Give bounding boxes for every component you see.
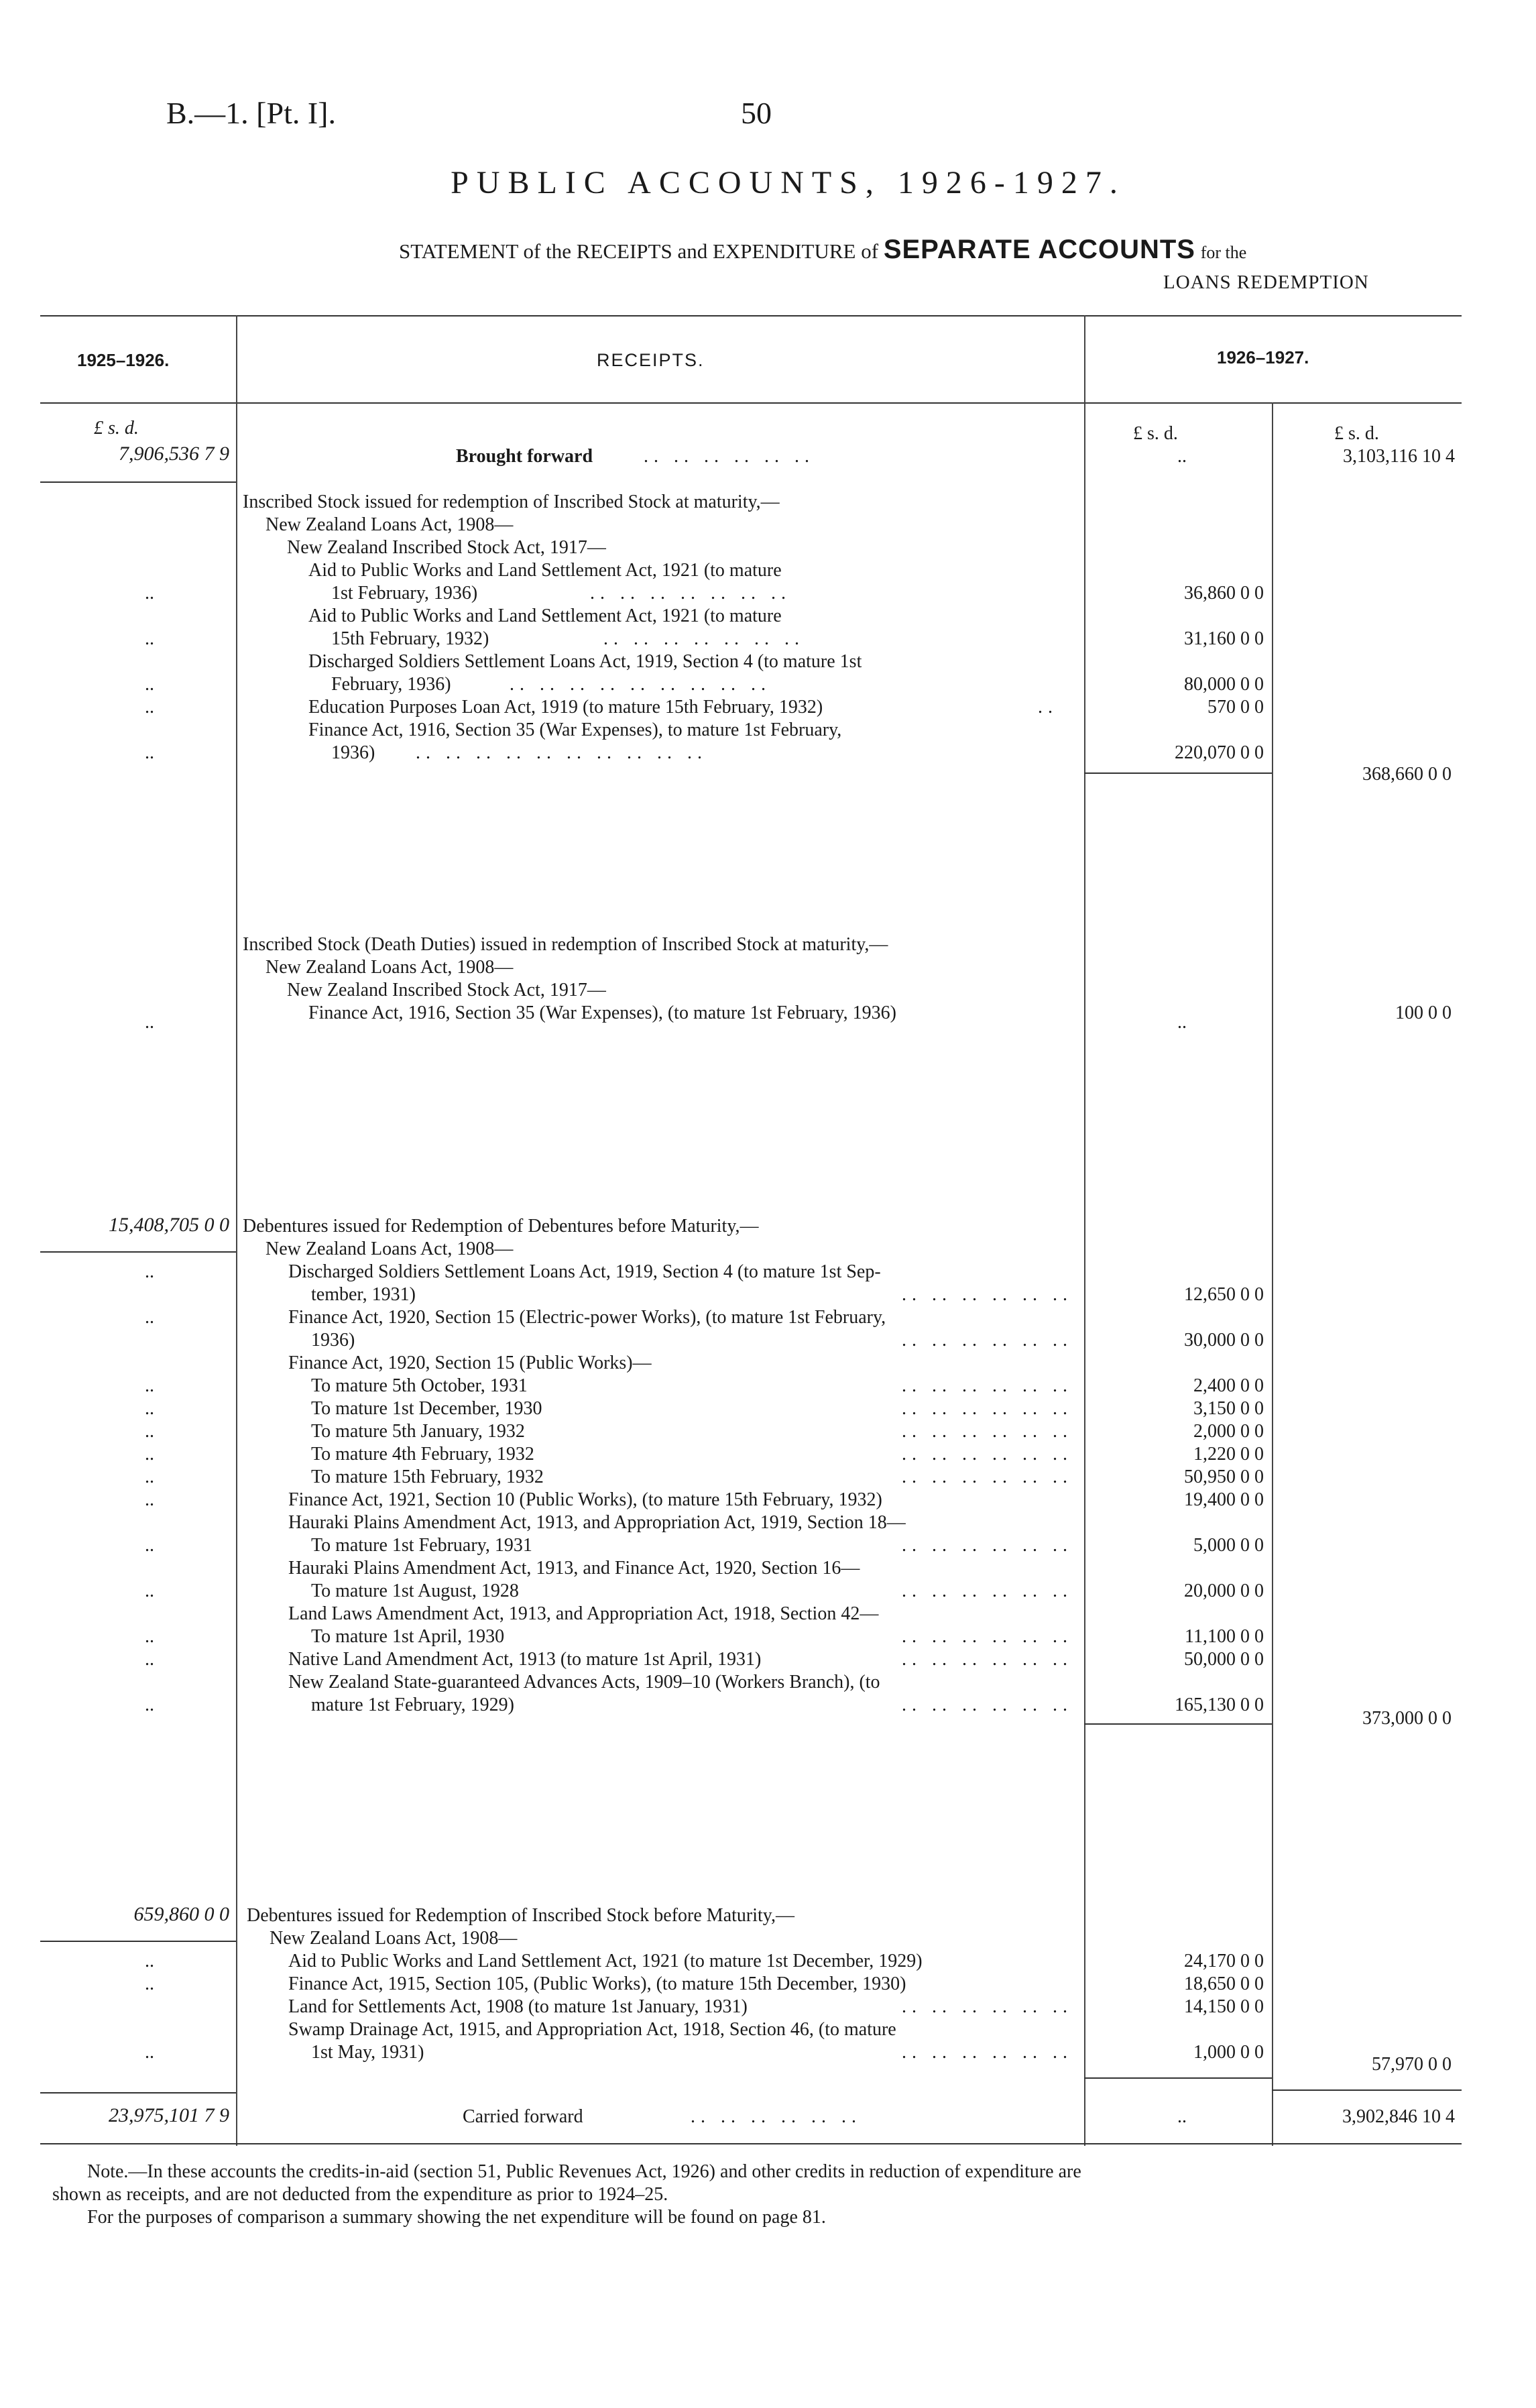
s1-line2-l1: Aid to Public Works and Land Settlement Act, 1921 (to mature — [308, 606, 782, 626]
dots-leader: .. .. .. .. .. .. — [902, 1695, 1073, 1715]
section3-act1: New Zealand Loans Act, 1908— — [265, 1239, 514, 1259]
report-reference: B.—1. [Pt. I]. — [166, 96, 336, 130]
section3-prev-total: 15,408,705 0 0 — [109, 1214, 229, 1236]
s3-line-text: Native Land Amendment Act, 1913 (to mature 1st April, 1931) — [288, 1649, 762, 1670]
s4-line-amount: 14,150 0 0 — [1184, 1996, 1264, 2017]
s1-line5-amt: 220,070 0 0 — [1175, 742, 1264, 763]
section4-act1: New Zealand Loans Act, 1908— — [270, 1928, 518, 1949]
section1-heading: Inscribed Stock issued for redemption of Inscribed Stock at maturity,— — [243, 492, 780, 512]
s3-line-prev: .. — [145, 1489, 154, 1510]
s1-line1-l1: Aid to Public Works and Land Settlement Act, 1921 (to mature — [308, 560, 782, 581]
carried-forward-prev: 23,975,101 7 9 — [109, 2104, 229, 2126]
section1-act1: New Zealand Loans Act, 1908— — [265, 514, 514, 535]
s3-line-text: Hauraki Plains Amendment Act, 1913, and Appropriation Act, 1919, Section 18— — [288, 1512, 906, 1533]
dots-leader: .. .. .. .. .. .. — [902, 1284, 1073, 1305]
s1-line5-l1: Finance Act, 1916, Section 35 (War Expenses), to mature 1st February, — [308, 720, 842, 740]
table-top-rule — [40, 315, 1462, 317]
s3-line-text: Discharged Soldiers Settlement Loans Act, 1919, Section 4 (to mature 1st Sep- — [288, 1261, 881, 1282]
s4-line-text: Land for Settlements Act, 1908 (to mature 1st January, 1931) — [288, 1996, 748, 2017]
s3-line-text: Land Laws Amendment Act, 1913, and Appropriation Act, 1918, Section 42— — [288, 1603, 879, 1624]
dots-leader: .. .. .. .. .. .. — [902, 1649, 1073, 1670]
s3-line-amount: 11,100 0 0 — [1185, 1626, 1264, 1647]
col-header-prev-year: 1925–1926. — [77, 350, 170, 370]
section3-total: 373,000 0 0 — [1362, 1708, 1452, 1729]
s4-line-text: 1st May, 1931) — [311, 2042, 424, 2063]
statement-prefix: STATEMENT of the RECEIPTS and EXPENDITURE of — [399, 239, 879, 263]
s3-line-prev: .. — [145, 1261, 154, 1282]
brought-forward-b: 3,103,116 10 4 — [1343, 446, 1455, 467]
dots-leader: .. .. .. .. .. .. .. .. .. .. — [416, 742, 707, 763]
s3-line-amount: 30,000 0 0 — [1184, 1330, 1264, 1351]
s3-line-text: To mature 1st August, 1928 — [311, 1581, 519, 1601]
section4-total: 57,970 0 0 — [1372, 2054, 1452, 2075]
section2-line: Finance Act, 1916, Section 35 (War Expenses), (to mature 1st February, 1936) — [308, 1002, 896, 1023]
s3-line-text: New Zealand State-guaranteed Advances Acts, 1909–10 (Workers Branch), (to — [288, 1672, 880, 1693]
section2-act1: New Zealand Loans Act, 1908— — [265, 957, 514, 978]
units-curr-b: £ s. d. — [1334, 423, 1379, 444]
dots-leader: .. .. .. .. .. .. — [902, 1467, 1073, 1487]
section1-total: 368,660 0 0 — [1362, 764, 1452, 785]
s3-line-prev: .. — [145, 1467, 154, 1487]
s3-line-text: To mature 4th February, 1932 — [311, 1444, 534, 1465]
s4-line-amount: 1,000 0 0 — [1193, 2042, 1264, 2063]
s4-line-prev: .. — [145, 2042, 154, 2063]
section1-subtotal-rule — [1084, 772, 1272, 774]
s3-line-text: To mature 5th October, 1931 — [311, 1375, 528, 1396]
page-title: PUBLIC ACCOUNTS, 1926-1927. — [451, 165, 1126, 200]
dots-leader: .. .. .. .. .. .. — [644, 446, 815, 467]
s1-line3-prev: .. — [145, 674, 154, 695]
section3-heading: Debentures issued for Redemption of Debentures before Maturity,— — [243, 1216, 759, 1237]
s3-line-prev: .. — [145, 1581, 154, 1601]
section2-total: 100 0 0 — [1395, 1002, 1452, 1023]
s1-line2-l2: 15th February, 1932) — [331, 628, 489, 649]
dots-leader: .. .. .. .. .. .. — [691, 2106, 862, 2127]
s3-line-text: 1936) — [311, 1330, 355, 1351]
brought-forward-label: Brought forward — [456, 446, 593, 467]
s1-line1-amt: 36,860 0 0 — [1184, 583, 1264, 604]
s1-line2-amt: 31,160 0 0 — [1184, 628, 1264, 649]
section3-subtotal-rule — [1084, 1723, 1272, 1725]
s3-line-amount: 12,650 0 0 — [1184, 1284, 1264, 1305]
section2-a: .. — [1177, 1012, 1187, 1033]
brought-forward-a: .. — [1177, 446, 1187, 467]
dots-leader: .. .. .. .. .. .. .. — [603, 628, 805, 649]
carried-forward-a: .. — [1177, 2106, 1187, 2127]
s3-line-prev: .. — [145, 1398, 154, 1419]
s3-line-prev: .. — [145, 1695, 154, 1715]
col-header-curr-year: 1926–1927. — [1217, 347, 1309, 367]
s1-line5-prev: .. — [145, 742, 154, 763]
s3-line-text: Finance Act, 1920, Section 15 (Electric-power Works), (to mature 1st February, — [288, 1307, 886, 1328]
s3-line-prev: .. — [145, 1535, 154, 1556]
carried-forward-label: Carried forward — [463, 2106, 583, 2127]
dots-leader: .. .. .. .. .. .. — [902, 1375, 1073, 1396]
brought-forward-prev: 7,906,536 7 9 — [119, 443, 229, 465]
prev-rule-3 — [40, 1941, 236, 1942]
s1-line3-l2: February, 1936) — [331, 674, 451, 695]
s3-line-prev: .. — [145, 1307, 154, 1328]
s4-line-amount: 18,650 0 0 — [1184, 1973, 1264, 1994]
s1-line1-prev: .. — [145, 583, 154, 604]
s4-line-text: Aid to Public Works and Land Settlement Act, 1921 (to mature 1st December, 1929) — [288, 1951, 923, 1971]
s4-line-text: Swamp Drainage Act, 1915, and Appropriation Act, 1918, Section 46, (to mature — [288, 2019, 896, 2040]
s3-line-text: Hauraki Plains Amendment Act, 1913, and Finance Act, 1920, Section 16— — [288, 1558, 860, 1579]
s3-line-text: To mature 1st December, 1930 — [311, 1398, 542, 1419]
carried-forward-rule — [40, 2092, 236, 2094]
section4-heading: Debentures issued for Redemption of Inscribed Stock before Maturity,— — [247, 1905, 794, 1926]
statement-emphasis: SEPARATE ACCOUNTS — [883, 235, 1195, 264]
section4-subtotal-rule — [1084, 2077, 1272, 2079]
dots-leader: .. .. .. .. .. .. — [902, 1444, 1073, 1465]
section2-prev: .. — [145, 1012, 154, 1033]
note-line-1: Note.—In these accounts the credits-in-aid (section 51, Public Revenues Act, 1926) and other credits in reduction of expenditure are — [87, 2161, 1081, 2182]
s3-line-amount: 5,000 0 0 — [1193, 1535, 1264, 1556]
table-bottom-rule — [40, 2143, 1462, 2144]
s3-line-text: To mature 15th February, 1932 — [311, 1467, 544, 1487]
dots-leader: .. — [1038, 697, 1058, 718]
col-divider-amounts — [1272, 402, 1273, 2146]
s1-line4-l1: Education Purposes Loan Act, 1919 (to mature 15th February, 1932) — [308, 697, 823, 718]
s3-line-amount: 19,400 0 0 — [1184, 1489, 1264, 1510]
dots-leader: .. .. .. .. .. .. .. — [590, 583, 791, 604]
dots-leader: .. .. .. .. .. .. — [902, 1535, 1073, 1556]
s1-line4-prev: .. — [145, 697, 154, 718]
s4-line-amount: 24,170 0 0 — [1184, 1951, 1264, 1971]
s1-line4-amt: 570 0 0 — [1207, 697, 1264, 718]
s1-line3-amt: 80,000 0 0 — [1184, 674, 1264, 695]
note-line-2: shown as receipts, and are not deducted from the expenditure as prior to 1924–25. — [52, 2184, 668, 2205]
s1-line2-prev: .. — [145, 628, 154, 649]
dots-leader: .. .. .. .. .. .. — [902, 1626, 1073, 1647]
s1-line3-l1: Discharged Soldiers Settlement Loans Act, 1919, Section 4 (to mature 1st — [308, 651, 862, 672]
dots-leader: .. .. .. .. .. .. .. .. .. — [510, 674, 771, 695]
s3-line-prev: .. — [145, 1626, 154, 1647]
s3-line-amount: 50,000 0 0 — [1184, 1649, 1264, 1670]
section1-act2: New Zealand Inscribed Stock Act, 1917— — [287, 537, 606, 558]
col-header-receipts: RECEIPTS. — [597, 350, 705, 370]
statement-heading — [399, 235, 1246, 265]
s3-line-prev: .. — [145, 1375, 154, 1396]
s3-line-text: To mature 1st February, 1931 — [311, 1535, 532, 1556]
s3-line-prev: .. — [145, 1421, 154, 1442]
s3-line-text: mature 1st February, 1929) — [311, 1695, 514, 1715]
dots-leader: .. .. .. .. .. .. — [902, 2042, 1073, 2063]
col-divider-receipts — [1084, 315, 1085, 2146]
s3-line-text: To mature 5th January, 1932 — [311, 1421, 525, 1442]
carried-forward-b: 3,902,846 10 4 — [1342, 2106, 1455, 2127]
s3-line-amount: 50,950 0 0 — [1184, 1467, 1264, 1487]
units-curr-a: £ s. d. — [1133, 423, 1178, 444]
s3-line-amount: 165,130 0 0 — [1175, 1695, 1264, 1715]
prev-rule-2 — [40, 1251, 236, 1253]
s4-line-prev: .. — [145, 1951, 154, 1971]
s3-line-prev: .. — [145, 1649, 154, 1670]
s1-line1-l2: 1st February, 1936) — [331, 583, 478, 604]
col-divider-prev — [236, 315, 237, 2146]
s3-line-text: Finance Act, 1920, Section 15 (Public Works)— — [288, 1353, 652, 1373]
s3-line-text: Finance Act, 1921, Section 10 (Public Works), (to mature 15th February, 1932) — [288, 1489, 882, 1510]
page-number: 50 — [741, 96, 772, 130]
s3-line-amount: 2,000 0 0 — [1193, 1421, 1264, 1442]
s3-line-amount: 2,400 0 0 — [1193, 1375, 1264, 1396]
prev-rule-1 — [40, 481, 236, 483]
units-prev: £ s. d. — [94, 418, 139, 439]
section2-act2: New Zealand Inscribed Stock Act, 1917— — [287, 980, 606, 1000]
section4-prev-total: 659,860 0 0 — [133, 1903, 229, 1925]
s3-line-amount: 3,150 0 0 — [1193, 1398, 1264, 1419]
s4-line-text: Finance Act, 1915, Section 105, (Public Works), (to mature 15th December, 1930) — [288, 1973, 906, 1994]
table-header-rule — [40, 402, 1462, 404]
dots-leader: .. .. .. .. .. .. — [902, 1996, 1073, 2017]
carried-forward-rule-b — [1272, 2089, 1462, 2091]
s3-line-prev: .. — [145, 1444, 154, 1465]
s3-line-text: To mature 1st April, 1930 — [311, 1626, 505, 1647]
dots-leader: .. .. .. .. .. .. — [902, 1421, 1073, 1442]
s1-line5-l2: 1936) — [331, 742, 375, 763]
s3-line-amount: 1,220 0 0 — [1193, 1444, 1264, 1465]
statement-subtitle: LOANS REDEMPTION — [1163, 272, 1369, 293]
dots-leader: .. .. .. .. .. .. — [902, 1581, 1073, 1601]
s3-line-text: tember, 1931) — [311, 1284, 416, 1305]
section2-heading: Inscribed Stock (Death Duties) issued in redemption of Inscribed Stock at maturity,— — [243, 934, 888, 955]
s3-line-amount: 20,000 0 0 — [1184, 1581, 1264, 1601]
dots-leader: .. .. .. .. .. .. — [902, 1398, 1073, 1419]
dots-leader: .. .. .. .. .. .. — [902, 1330, 1073, 1351]
statement-suffix: for the — [1200, 243, 1247, 262]
note-line-3: For the purposes of comparison a summary showing the net expenditure will be found on page 81. — [87, 2207, 826, 2228]
s4-line-prev: .. — [145, 1973, 154, 1994]
